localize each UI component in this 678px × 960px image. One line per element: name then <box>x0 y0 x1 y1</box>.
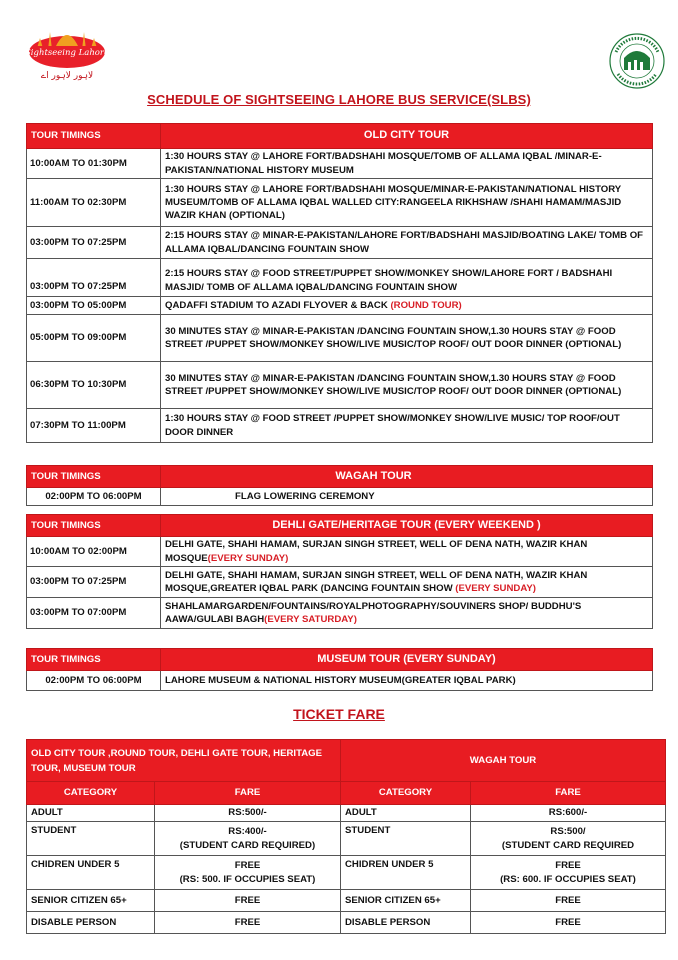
fare-amount: FREE <box>155 890 341 912</box>
header-tour-timings: TOUR TIMINGS <box>27 515 161 537</box>
tour-time: 02:00PM TO 06:00PM <box>27 671 161 691</box>
table-row <box>27 259 653 297</box>
tour-note: (ROUND TOUR) <box>390 299 462 311</box>
table-header-row <box>27 466 653 488</box>
tour-time: 05:00PM TO 09:00PM <box>27 315 161 362</box>
ticket-fare-table <box>26 739 666 934</box>
tour-description <box>161 598 653 629</box>
table-row <box>27 598 653 629</box>
fare-category: ADULT <box>341 805 471 822</box>
tour-description: 30 MINUTES STAY @ MINAR-E-PAKISTAN /DANCING FOUNTAIN SHOW,1.30 HOURS STAY @ FOOD STREET /PUPPET SHOW/MONKEY SHOW/LIVE MUSIC/TOP ROOF/ OUT DOOR DINNER (OPTIONAL) <box>161 362 653 409</box>
table-row <box>27 409 653 443</box>
col-category: CATEGORY <box>27 782 155 805</box>
table-row <box>27 179 653 227</box>
tour-time: 06:30PM TO 10:30PM <box>27 362 161 409</box>
fare-value: FREE <box>234 860 261 872</box>
table-header-row <box>27 649 653 671</box>
tour-description-text: QADAFFI STADIUM TO AZADI FLYOVER & BACK <box>165 299 388 311</box>
tour-description: 2:15 HOURS STAY @ MINAR-E-PAKISTAN/LAHORE FORT/BADSHAHI MASJID/BOATING LAKE/ TOMB OF ALLAMA IQBAL/DANCING FOUNTAIN SHOW <box>161 227 653 259</box>
tour-description: FLAG LOWERING CEREMONY <box>161 488 653 506</box>
fare-right-heading: WAGAH TOUR <box>341 740 666 782</box>
fare-header-row <box>27 740 666 782</box>
table-row <box>27 362 653 409</box>
fare-category: CHIDREN UNDER 5 <box>341 856 471 890</box>
fare-amount <box>155 856 341 890</box>
tour-description-text: DELHI GATE, SHAHI HAMAM, SURJAN SINGH STREET, WELL OF DENA NATH, WAZIR KHAN MOSQUE <box>165 539 588 564</box>
table-row <box>27 227 653 259</box>
table-row <box>27 890 666 912</box>
ticket-fare-title: TICKET FARE <box>293 706 385 722</box>
tour-description: 1:30 HOURS STAY @ LAHORE FORT/BADSHAHI MOSQUE/TOMB OF ALLAMA IQBAL /MINAR-E-PAKISTAN/NATIONAL HISTORY MUSEUM <box>161 149 653 179</box>
fare-left-heading: OLD CITY TOUR ,ROUND TOUR, DEHLI GATE TOUR, HERITAGE TOUR, MUSEUM TOUR <box>27 740 341 782</box>
table-row <box>27 537 653 567</box>
fare-amount: FREE <box>471 890 666 912</box>
old-city-tour-table <box>26 123 653 443</box>
tour-time: 11:00AM TO 02:30PM <box>27 179 161 227</box>
fare-amount <box>155 822 341 856</box>
fare-category: CHIDREN UNDER 5 <box>27 856 155 890</box>
tour-time: 03:00PM TO 05:00PM <box>27 297 161 315</box>
table-row <box>27 297 653 315</box>
sightseeing-lahore-logo <box>26 20 108 88</box>
tour-description: 30 MINUTES STAY @ MINAR-E-PAKISTAN /DANCING FOUNTAIN SHOW,1.30 HOURS STAY @ FOOD STREET /PUPPET SHOW/MONKEY SHOW/LIVE MUSIC/TOP ROOF/ OUT DOOR DINNER (OPTIONAL) <box>161 315 653 362</box>
tour-time: 07:30PM TO 11:00PM <box>27 409 161 443</box>
tour-time: 03:00PM TO 07:25PM <box>27 259 161 297</box>
fare-category: DISABLE PERSON <box>27 912 155 934</box>
wagah-tour-table <box>26 465 653 506</box>
svg-text:لاہور لاہور اے: لاہور لاہور اے <box>40 71 94 81</box>
fare-condition: (STUDENT CARD REQUIRED) <box>179 839 316 851</box>
tour-description-text: SHAHLAMARGARDEN/FOUNTAINS/ROYALPHOTOGRAPHY/SOUVINERS SHOP/ BUDDHU'S AAWA/GULABI BAGH <box>165 600 582 625</box>
col-fare: FARE <box>155 782 341 805</box>
tour-description: 1:30 HOURS STAY @ LAHORE FORT/BADSHAHI MOSQUE/MINAR-E-PAKISTAN/NATIONAL HISTORY MUSEUM/TOMB OF ALLAMA IQBAL WALLED CITY:RANGEELA RIKHSHAW /SHAHI HAMAM/MASJID WAZIR KHAN (OPTIONAL) <box>161 179 653 227</box>
header-old-city-tour: OLD CITY TOUR <box>161 124 653 149</box>
table-row <box>27 149 653 179</box>
fare-category: STUDENT <box>27 822 155 856</box>
museum-tour-table <box>26 648 653 691</box>
fare-condition: (RS: 600. IF OCCUPIES SEAT) <box>500 873 636 885</box>
header-tour-timings: TOUR TIMINGS <box>27 124 161 149</box>
table-row <box>27 822 666 856</box>
tour-description <box>161 537 653 567</box>
fare-amount <box>471 856 666 890</box>
fare-value: FREE <box>555 860 581 872</box>
svg-text:Sightseeing Lahore: Sightseeing Lahore <box>26 48 108 58</box>
header-wagah-tour: WAGAH TOUR <box>161 466 653 488</box>
tour-description: LAHORE MUSEUM & NATIONAL HISTORY MUSEUM(GREATER IQBAL PARK) <box>161 671 653 691</box>
table-row <box>27 856 666 890</box>
tour-time: 10:00AM TO 01:30PM <box>27 149 161 179</box>
table-header-row <box>27 124 653 149</box>
fare-amount: FREE <box>155 912 341 934</box>
tour-time: 03:00PM TO 07:25PM <box>27 567 161 598</box>
fare-condition: (STUDENT CARD REQUIRED <box>501 839 635 851</box>
fare-column-row <box>27 782 666 805</box>
tour-description <box>161 297 653 315</box>
fare-amount <box>471 822 666 856</box>
table-row <box>27 805 666 822</box>
table-row <box>27 567 653 598</box>
fare-category: SENIOR CITIZEN 65+ <box>341 890 471 912</box>
tour-description <box>161 567 653 598</box>
fare-category: SENIOR CITIZEN 65+ <box>27 890 155 912</box>
tour-time: 02:00PM TO 06:00PM <box>27 488 161 506</box>
fare-amount: RS:500/- <box>155 805 341 822</box>
fare-value: RS:500/ <box>550 826 586 838</box>
table-row <box>27 488 653 506</box>
fare-category: DISABLE PERSON <box>341 912 471 934</box>
table-row <box>27 912 666 934</box>
fare-amount: FREE <box>471 912 666 934</box>
dehli-gate-tour-table <box>26 514 653 629</box>
tour-time: 03:00PM TO 07:00PM <box>27 598 161 629</box>
table-header-row <box>27 515 653 537</box>
tour-description: 2:15 HOURS STAY @ FOOD STREET/PUPPET SHOW/MONKEY SHOW/LAHORE FORT / BADSHAHI MASJID/ TOMB OF ALLAMA IQBAL/DANCING FOUNTAIN SHOW <box>161 259 653 297</box>
header-dehli-gate-tour: DEHLI GATE/HERITAGE TOUR (EVERY WEEKEND ) <box>161 515 653 537</box>
fare-condition: (RS: 500. IF OCCUPIES SEAT) <box>179 873 316 885</box>
col-category: CATEGORY <box>341 782 471 805</box>
col-fare: FARE <box>471 782 666 805</box>
tour-description-text: DELHI GATE, SHAHI HAMAM, SURJAN SINGH STREET, WELL OF DENA NATH, WAZIR KHAN MOSQUE,GREATER IQBAL PARK (DANCING FOUNTAIN SHOW <box>165 569 588 594</box>
tour-description: 1:30 HOURS STAY @ FOOD STREET /PUPPET SHOW/MONKEY SHOW/LIVE MUSIC/ TOP ROOF/OUT DOOR DINNER <box>161 409 653 443</box>
tdcp-logo <box>608 32 666 90</box>
header-tour-timings: TOUR TIMINGS <box>27 466 161 488</box>
fare-amount: RS:600/- <box>471 805 666 822</box>
table-row <box>27 671 653 691</box>
table-row <box>27 315 653 362</box>
tour-note: (EVERY SUNDAY) <box>455 583 536 594</box>
tour-time: 10:00AM TO 02:00PM <box>27 537 161 567</box>
page-title: SCHEDULE OF SIGHTSEEING LAHORE BUS SERVICE(SLBS) <box>147 92 531 107</box>
header-tour-timings: TOUR TIMINGS <box>27 649 161 671</box>
header-museum-tour: MUSEUM TOUR (EVERY SUNDAY) <box>161 649 653 671</box>
tour-note: (EVERY SUNDAY) <box>207 552 289 564</box>
tour-note: (EVERY SATURDAY) <box>264 614 357 625</box>
fare-category: STUDENT <box>341 822 471 856</box>
fare-value: RS:400/- <box>228 826 267 838</box>
fare-category: ADULT <box>27 805 155 822</box>
tour-time: 03:00PM TO 07:25PM <box>27 227 161 259</box>
